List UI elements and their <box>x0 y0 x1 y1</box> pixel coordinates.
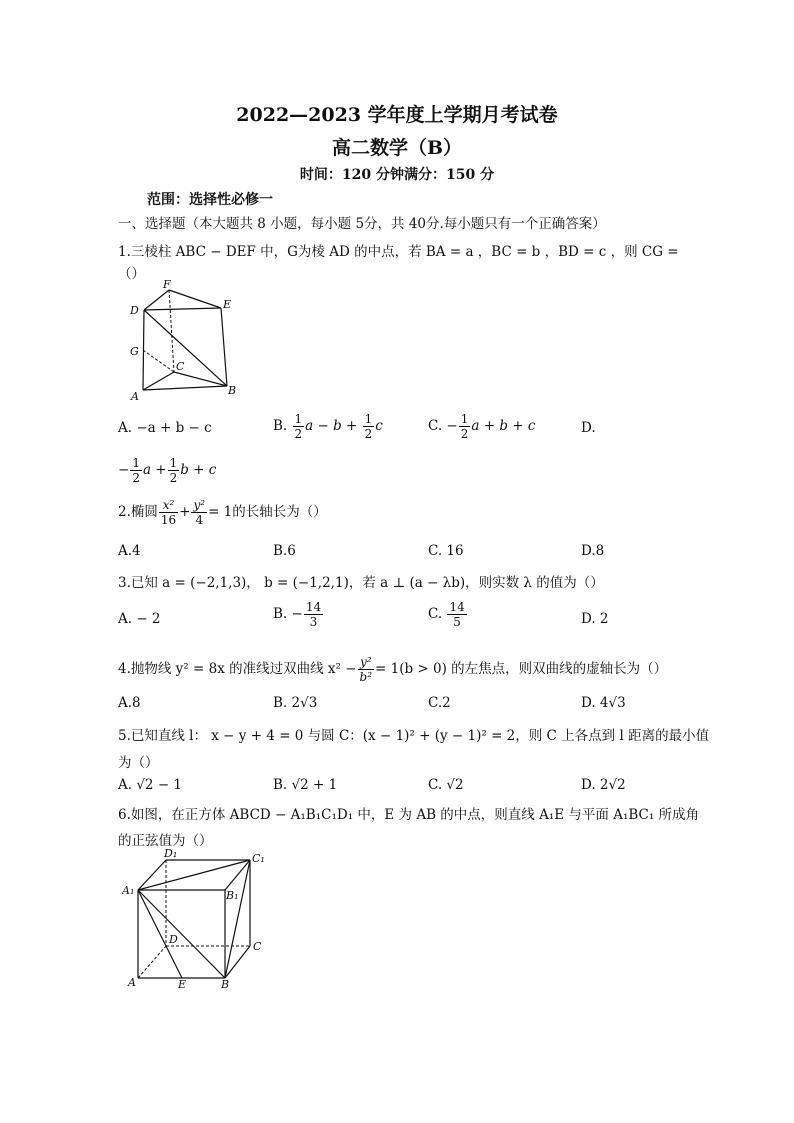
q2-option-c: C. 16 <box>428 543 464 559</box>
label-E: E <box>178 978 187 991</box>
q4-option-a: A.8 <box>118 695 141 711</box>
q3-stem: 3.已知 a = (−2,1,3)， b = (−1,2,1)，若 a ⊥ (a − λb)，则实数 λ 的值为（） <box>118 575 604 591</box>
label-B1: B₁ <box>226 889 239 902</box>
edge-FC-hidden <box>169 290 174 372</box>
scope-line: 范围：选择性必修一 <box>147 192 273 208</box>
label-F: F <box>163 278 171 291</box>
edge-A1D1 <box>138 860 166 890</box>
label-C: C <box>253 940 262 953</box>
q5-stem-line1: 5.已知直线 l： x − y + 4 = 0 与圆 C：(x − 1)² + (y − 1)² = 2，则 C 上各点到 l 距离的最小值 <box>118 728 710 744</box>
q1-prism-figure <box>125 278 245 406</box>
q3-option-b: B. − $\frac{14}{3}$ <box>273 600 322 629</box>
segment-GC-hidden <box>143 350 174 372</box>
edge-DF <box>144 290 169 310</box>
fraction-half: $\frac{1}{2}$ <box>364 412 373 441</box>
q1-option-d-label: D. <box>581 420 596 436</box>
q1-option-a: A. −a + b − c <box>118 420 212 436</box>
edge-EB <box>221 308 227 386</box>
fraction-half: $\frac{1}{2}$ <box>132 456 140 485</box>
label-D: D <box>130 304 139 317</box>
label-C: C <box>176 360 185 373</box>
q1-paren: （） <box>118 266 145 282</box>
q5-stem-line2: 为（） <box>118 755 159 771</box>
q2-option-a: A.4 <box>118 543 141 559</box>
q3-option-d: D. 2 <box>581 611 609 627</box>
edge-AB <box>143 386 227 390</box>
label-C1: C₁ <box>252 852 265 865</box>
q4-stem: 4.抛物线 y² = 8x 的准线过双曲线 x² − $\frac{\text{y²}}{\text{b²}}$ = 1(b > 0) 的左焦点，则双曲线的虚轴长为（） <box>118 655 668 684</box>
edge-DE <box>144 308 221 310</box>
edge-FE <box>169 290 221 308</box>
section-heading: 一、选择题（本大题共 8 小题，每小题 5分，共 40分.每小题只有一个正确答案） <box>118 216 606 232</box>
q5-option-a: A. √2 − 1 <box>118 777 183 793</box>
time-info: 时间：120 分钟满分：150 分 <box>299 167 495 183</box>
fraction-half: $\frac{1}{2}$ <box>460 412 469 441</box>
segment-A1C1 <box>138 860 250 890</box>
fraction-y2-b2: $\frac{\text{y²}}{\text{b²}}$ <box>359 655 373 684</box>
q6-cube-figure <box>122 846 272 992</box>
exam-title: 2022—2023 学年度上学期月考试卷 <box>236 104 558 126</box>
q4-option-d: D. 4√3 <box>581 695 626 711</box>
q1-stem: 1.三棱柱 ABC − DEF 中，G为棱 AD 的中点，若 BA = a ，BC = b ，BD = c ，则 CG = <box>118 244 679 260</box>
label-A: A <box>131 390 139 403</box>
label-B: B <box>228 384 237 397</box>
q5-option-b: B. √2 + 1 <box>273 777 338 793</box>
edge-AC <box>143 372 174 390</box>
q1-option-c: C. − $\frac{1}{2}$ a + b + c <box>428 412 536 441</box>
label-E: E <box>223 298 232 311</box>
q3-option-c: C. $\frac{14}{5}$ <box>428 600 465 629</box>
q3-option-a: A. − 2 <box>118 611 161 627</box>
q5-option-c: C. √2 <box>428 777 464 793</box>
q4-option-c: C.2 <box>428 695 451 711</box>
label-D: D <box>169 933 178 946</box>
q2-option-b: B.6 <box>273 543 296 559</box>
fraction-x2-16: $\frac{\text{x²}}{16}$ <box>160 498 177 527</box>
q1-option-b: B. $\frac{1}{2}$ a − b + $\frac{1}{2}$ c <box>273 412 383 441</box>
label-A1: A₁ <box>122 884 135 897</box>
fraction-half: $\frac{1}{2}$ <box>169 456 178 485</box>
q6-stem-line1: 6.如图，在正方体 ABCD − A₁B₁C₁D₁ 中，E 为 AB 的中点，则直线 A₁E 与平面 A₁BC₁ 所成角 <box>118 807 700 823</box>
fraction-14-5: $\frac{14}{5}$ <box>449 600 465 629</box>
segment-A1B <box>138 890 225 978</box>
fraction-half: $\frac{1}{2}$ <box>294 412 303 441</box>
exam-subtitle: 高二数学（B） <box>331 137 463 159</box>
label-A: A <box>128 976 136 989</box>
q4-option-b: B. 2√3 <box>273 695 318 711</box>
label-D1: D₁ <box>164 847 178 860</box>
segment-C1B <box>225 860 250 978</box>
q5-option-d: D. 2√2 <box>581 777 626 793</box>
label-G: G <box>130 345 139 358</box>
edge-AD-hidden <box>138 946 166 978</box>
fraction-14-3: $\frac{14}{3}$ <box>305 600 322 629</box>
q2-option-d: D.8 <box>581 543 605 559</box>
label-B: B <box>221 978 230 991</box>
fraction-y2-4: $\frac{\text{y²}}{4}$ <box>193 498 206 527</box>
q2-stem: 2.椭圆 $\frac{\text{x²}}{16}$ + $\frac{\text{y²}}{4}$ = 1的长轴长为（） <box>118 498 327 527</box>
q6-stem-line2: 的正弦值为（） <box>118 833 213 849</box>
q1-option-d: − $\frac{1}{2}$ a + $\frac{1}{2}$ b + c <box>118 456 217 485</box>
